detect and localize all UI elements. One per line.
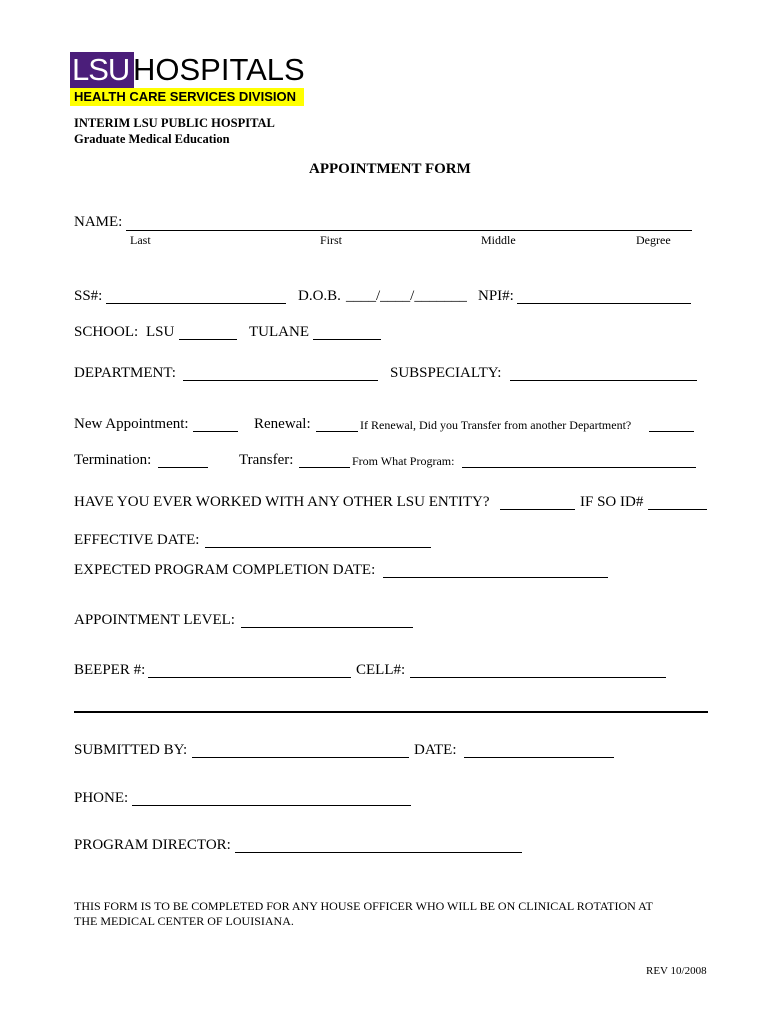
termination-field[interactable]: [158, 467, 208, 468]
date-field[interactable]: [464, 757, 614, 758]
appointment-level-label: APPOINTMENT LEVEL:: [74, 612, 235, 628]
beeper-field[interactable]: [148, 677, 351, 678]
completion-date-field[interactable]: [383, 577, 608, 578]
appointment-level-field[interactable]: [241, 627, 413, 628]
name-sub-first: First: [320, 233, 343, 247]
new-appointment-label: New Appointment:: [74, 416, 189, 432]
phone-field[interactable]: [132, 805, 411, 806]
phone-label: PHONE:: [74, 790, 129, 806]
from-program-field[interactable]: [462, 467, 696, 468]
effective-date-field[interactable]: [205, 547, 431, 548]
transfer-question: If Renewal, Did you Transfer from another Department?: [360, 418, 632, 432]
new-appointment-field[interactable]: [193, 431, 238, 432]
transfer-field[interactable]: [299, 467, 350, 468]
footer-note-line2: THE MEDICAL CENTER OF LOUISIANA.: [74, 914, 294, 928]
subspecialty-field[interactable]: [510, 380, 697, 381]
department-name: Graduate Medical Education: [74, 132, 230, 146]
ss-label: SS#:: [74, 288, 103, 304]
subspecialty-label: SUBSPECIALTY:: [390, 365, 502, 381]
npi-label: NPI#:: [478, 288, 514, 304]
npi-field[interactable]: [517, 303, 691, 304]
school-label: SCHOOL:: [74, 324, 139, 340]
program-director-field[interactable]: [235, 852, 522, 853]
department-label: DEPARTMENT:: [74, 365, 176, 381]
cell-label: CELL#:: [356, 662, 406, 678]
transfer-question-field[interactable]: [649, 431, 694, 432]
submitted-by-field[interactable]: [192, 757, 409, 758]
lsu-entity-question: HAVE YOU EVER WORKED WITH ANY OTHER LSU ENTITY?: [74, 494, 490, 510]
renewal-label: Renewal:: [254, 416, 311, 432]
dob-field[interactable]: ____/____/_______: [346, 288, 467, 304]
ss-field[interactable]: [106, 303, 286, 304]
logo-division-banner: HEALTH CARE SERVICES DIVISION: [70, 88, 304, 106]
date-label: DATE:: [414, 742, 457, 758]
form-title: APPOINTMENT FORM: [309, 161, 471, 177]
school-lsu-field[interactable]: [179, 339, 237, 340]
submitted-by-label: SUBMITTED BY:: [74, 742, 188, 758]
school-tulane-field[interactable]: [313, 339, 381, 340]
beeper-label: BEEPER #:: [74, 662, 146, 678]
if-so-id-field[interactable]: [648, 509, 707, 510]
name-sub-degree: Degree: [636, 233, 671, 247]
cell-field[interactable]: [410, 677, 666, 678]
termination-label: Termination:: [74, 452, 152, 468]
lsu-entity-field[interactable]: [500, 509, 575, 510]
from-program-label: From What Program:: [352, 454, 455, 468]
hospital-name: INTERIM LSU PUBLIC HOSPITAL: [74, 116, 275, 130]
completion-date-label: EXPECTED PROGRAM COMPLETION DATE:: [74, 562, 376, 578]
section-divider: [74, 711, 708, 713]
school-tulane-label: TULANE: [249, 324, 309, 340]
transfer-label: Transfer:: [239, 452, 294, 468]
logo-hospitals-text: HOSPITALS: [133, 52, 305, 87]
department-field[interactable]: [183, 380, 378, 381]
revision-label: REV 10/2008: [646, 965, 707, 977]
name-sub-last: Last: [130, 233, 151, 247]
name-field[interactable]: [126, 230, 692, 231]
name-sub-middle: Middle: [481, 233, 516, 247]
if-so-id-label: IF SO ID#: [580, 494, 644, 510]
school-lsu-label: LSU: [146, 324, 175, 340]
dob-label: D.O.B.: [298, 288, 341, 304]
program-director-label: PROGRAM DIRECTOR:: [74, 837, 231, 853]
renewal-field[interactable]: [316, 431, 358, 432]
footer-note-line1: THIS FORM IS TO BE COMPLETED FOR ANY HOUSE OFFICER WHO WILL BE ON CLINICAL ROTATION AT: [74, 899, 653, 913]
logo-lsu-mark: LSU: [70, 52, 134, 88]
effective-date-label: EFFECTIVE DATE:: [74, 532, 200, 548]
name-label: NAME:: [74, 214, 123, 230]
